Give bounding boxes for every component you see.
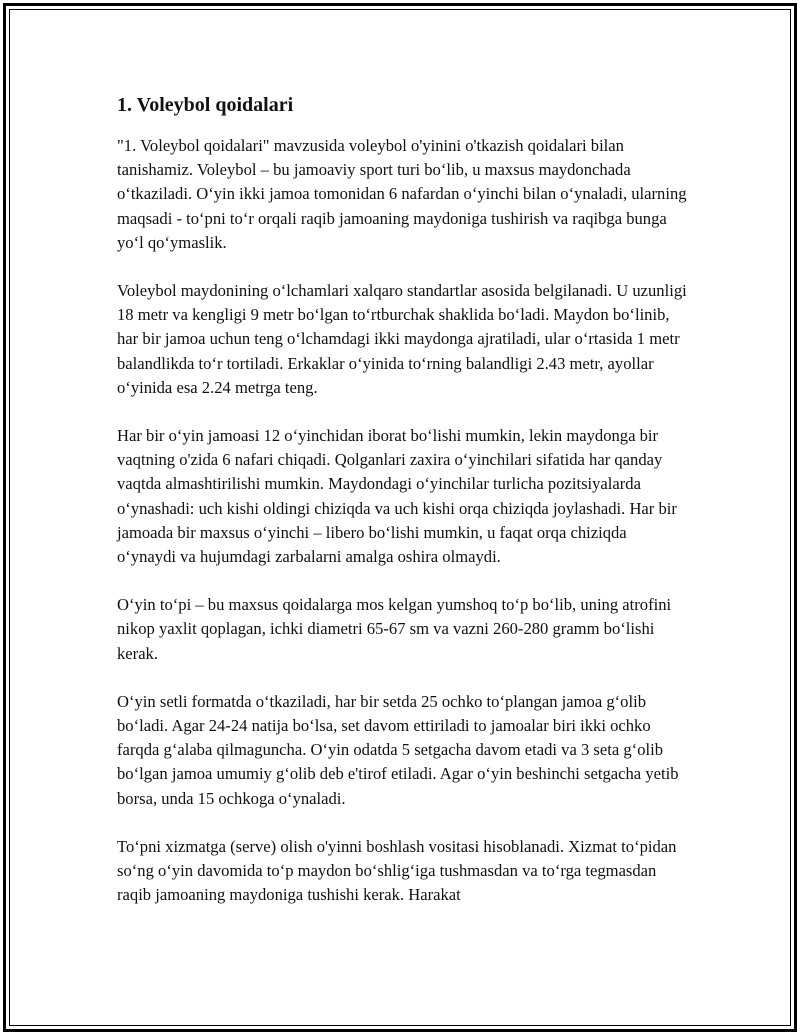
paragraph-ball: O‘yin to‘pi – bu maxsus qoidalarga mos kelgan yumshoq to‘p bo‘lib, uning atrofini nikop yaxlit qoplagan, ichki diametri 65-67 sm va vazni 260-280 gramm bo‘lishi kerak. xyxy=(117,595,672,663)
paragraph-sets-scoring: O‘yin setli formatda o‘tkaziladi, har bir setda 25 ochko to‘plangan jamoa g‘olib bo‘ladi. Agar 24-24 natija bo‘lsa, set davom ettiriladi to jamoalar biri ikki ochko farqda g‘alaba qilmaguncha. O‘yin odatda 5 setgacha davom etadi va 3 seta g‘olib bo‘lgan jamoa umumiy g‘olib deb e'tirof etiladi. Agar o‘yin beshinchi setgacha yetib borsa, unda 15 ochkoga o‘ynaladi. xyxy=(117,691,679,808)
paragraph-intro: "1. Voleybol qoidalari" mavzusida voleybol o'yinini o'tkazish qoidalari bilan tanishamiz. Voleybol – bu jamoaviy sport turi bo‘lib, u maxsus maydonchada o‘tkaziladi. O‘yin ikki jamoa tomonidan 6 nafardan o‘yinchi bilan o‘ynaladi, ularning maqsadi - to‘pni to‘r orqali raqib jamoaning maydoniga tushirish va raqibga bunga yo‘l qo‘ymaslik. xyxy=(117,136,687,252)
document-title: 1. Voleybol qoidalari xyxy=(117,94,294,116)
document-body xyxy=(117,92,687,931)
paragraph-court-dimensions: Voleybol maydonining o‘lchamlari xalqaro standartlar asosida belgilanadi. U uzunligi 18 metr va kengligi 9 metr bo‘lgan to‘rtburchak shaklida bo‘ladi. Maydon bo‘linib, har bir jamoa uchun teng o‘lchamdagi ikki maydonga ajratiladi, ular o‘rtasida 1 metr balandlikda to‘r tortiladi. Erkaklar o‘yinida to‘rning balandligi 2.43 metr, ayollar o‘yinida esa 2.24 metrga teng. xyxy=(117,281,687,397)
paragraph-serve: To‘pni xizmatga (serve) olish o'yinni boshlash vositasi hisoblanadi. Xizmat to‘pidan so‘ng o‘yin davomida to‘p maydon bo‘shlig‘iga tushmasdan va to‘rga tegmasdan raqib jamoaning maydoniga tushishi kerak. Harakat xyxy=(117,836,677,905)
paragraph-team-players: Har bir o‘yin jamoasi 12 o‘yinchidan iborat bo‘lishi mumkin, lekin maydonga bir vaqtning o'zida 6 nafari chiqadi. Qolganlari zaxira o‘yinchilari sifatida har qanday vaqtda almashtirilishi mumkin. Maydondagi o‘yinchilar turlicha pozitsiyalarda o‘ynashadi: uch kishi oldingi chiziqda va uch kishi orqa chiziqda joylashadi. Har bir jamoada bir maxsus o‘yinchi – libero bo‘lishi mumkin, u faqat orqa chiziqda o‘ynaydi va hujumdagi zarbalarni amalga oshira olmaydi. xyxy=(117,426,677,567)
